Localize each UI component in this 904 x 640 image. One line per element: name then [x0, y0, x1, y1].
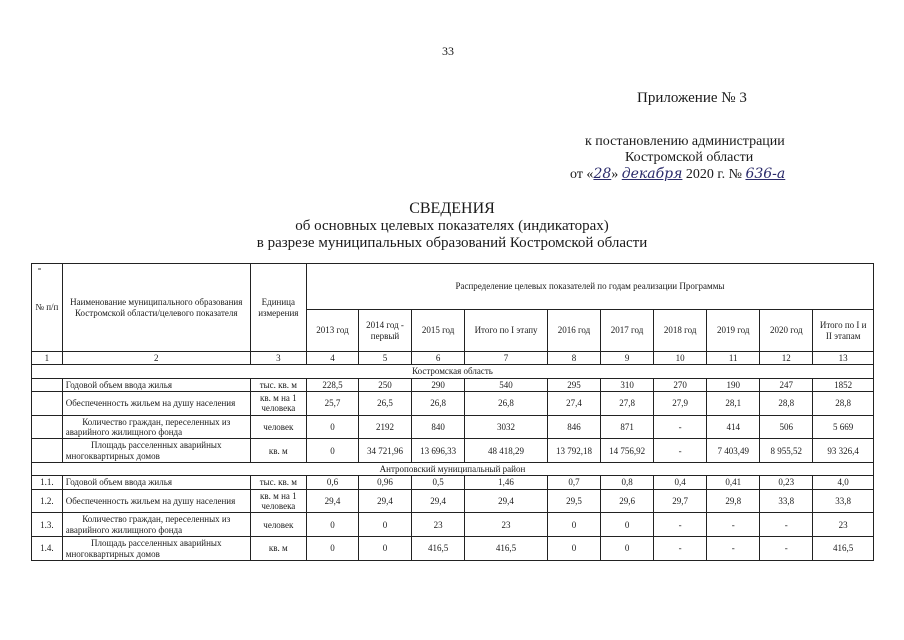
value-cell: 0,4 — [654, 476, 707, 489]
indicator-name: Площадь расселенных аварийных многоквартирных домов — [62, 537, 250, 561]
value-cell: 295 — [547, 378, 600, 391]
value-cell: - — [654, 415, 707, 439]
value-cell: 27,8 — [601, 392, 654, 416]
section-title: Костромская область — [32, 365, 874, 378]
page-number: 33 — [442, 44, 454, 58]
header-row-1 — [32, 264, 874, 310]
value-cell: 2192 — [358, 415, 411, 439]
value-cell: 0,7 — [547, 476, 600, 489]
value-cell: 29,7 — [654, 489, 707, 513]
row-number: 1.1. — [32, 476, 63, 489]
indicators-table — [31, 263, 874, 561]
document-subtitle-2: в разрезе муниципальных образований Костромской области — [256, 235, 648, 251]
column-number: 9 — [601, 352, 654, 365]
value-cell: 1,46 — [465, 476, 548, 489]
decree-date-line — [570, 166, 785, 183]
header-year: 2020 год — [760, 310, 813, 352]
value-cell: 23 — [465, 513, 548, 537]
table-row — [32, 537, 874, 561]
value-cell: 5 669 — [813, 415, 874, 439]
value-cell: 26,8 — [412, 392, 465, 416]
header-year: 2017 год — [601, 310, 654, 352]
value-cell: 29,8 — [707, 489, 760, 513]
value-cell: 29,4 — [306, 489, 358, 513]
value-cell: 34 721,96 — [358, 439, 411, 463]
column-number: 1 — [32, 352, 63, 365]
date-day: 28 — [593, 166, 612, 182]
value-cell: 0,41 — [707, 476, 760, 489]
column-number: 7 — [465, 352, 548, 365]
value-cell: 0,5 — [412, 476, 465, 489]
row-number — [32, 378, 63, 391]
document-subtitle-1: об основных целевых показателях (индикаторах) — [295, 218, 609, 234]
value-cell: 871 — [601, 415, 654, 439]
value-cell: 290 — [412, 378, 465, 391]
value-cell: 26,5 — [358, 392, 411, 416]
section-title: Антроповский муниципальный район — [32, 463, 874, 476]
value-cell: - — [760, 537, 813, 561]
row-number: 1.4. — [32, 537, 63, 561]
column-number: 12 — [760, 352, 813, 365]
column-number: 10 — [654, 352, 707, 365]
value-cell: 3032 — [465, 415, 548, 439]
decree-number: 636-а — [745, 166, 786, 182]
indicator-name: Количество граждан, переселенных из аварийного жилищного фонда — [62, 415, 250, 439]
document-title: СВЕДЕНИЯ — [409, 200, 495, 217]
value-cell: 27,4 — [547, 392, 600, 416]
header-unit: Единица измерения — [250, 264, 306, 352]
value-cell: 0 — [601, 537, 654, 561]
header-year: 2016 год — [547, 310, 600, 352]
value-cell: - — [760, 513, 813, 537]
table-row — [32, 378, 874, 391]
row-number — [32, 415, 63, 439]
value-cell: 270 — [654, 378, 707, 391]
column-number: 4 — [306, 352, 358, 365]
value-cell: 0 — [547, 537, 600, 561]
value-cell: 1852 — [813, 378, 874, 391]
unit-cell: кв. м на 1 человека — [250, 392, 306, 416]
table-row — [32, 415, 874, 439]
value-cell: 416,5 — [813, 537, 874, 561]
value-cell: 0 — [358, 537, 411, 561]
date-year: 2020 г. № — [685, 167, 742, 182]
value-cell: 0,23 — [760, 476, 813, 489]
value-cell: 840 — [412, 415, 465, 439]
value-cell: 250 — [358, 378, 411, 391]
value-cell: 247 — [760, 378, 813, 391]
value-cell: - — [707, 513, 760, 537]
value-cell: 7 403,49 — [707, 439, 760, 463]
value-cell: 190 — [707, 378, 760, 391]
value-cell: 13 696,33 — [412, 439, 465, 463]
date-mid: » — [611, 167, 619, 182]
header-year: 2014 год - первый — [358, 310, 411, 352]
value-cell: 0,8 — [601, 476, 654, 489]
value-cell: 4,0 — [813, 476, 874, 489]
value-cell: 0,96 — [358, 476, 411, 489]
section-row — [32, 365, 874, 378]
row-number: 1.3. — [32, 513, 63, 537]
decree-line-2: Костромской области — [625, 150, 754, 165]
unit-cell: тыс. кв. м — [250, 476, 306, 489]
unit-cell: человек — [250, 513, 306, 537]
value-cell: 29,4 — [358, 489, 411, 513]
column-number: 8 — [547, 352, 600, 365]
value-cell: 28,1 — [707, 392, 760, 416]
indicator-name: Годовой объем ввода жилья — [62, 378, 250, 391]
value-cell: 29,6 — [601, 489, 654, 513]
date-month: декабря — [621, 166, 683, 182]
column-number-row — [32, 352, 874, 365]
value-cell: 23 — [813, 513, 874, 537]
value-cell: 28,8 — [813, 392, 874, 416]
column-number: 3 — [250, 352, 306, 365]
header-no: № п/п — [32, 264, 63, 352]
table-row — [32, 439, 874, 463]
value-cell: 414 — [707, 415, 760, 439]
value-cell: 13 792,18 — [547, 439, 600, 463]
row-number — [32, 439, 63, 463]
value-cell: 29,4 — [465, 489, 548, 513]
decree-line-1: к постановлению администрации — [585, 134, 785, 149]
table-row — [32, 513, 874, 537]
unit-cell: кв. м — [250, 439, 306, 463]
value-cell: 540 — [465, 378, 548, 391]
value-cell: 0 — [601, 513, 654, 537]
value-cell: 27,9 — [654, 392, 707, 416]
row-number: 1.2. — [32, 489, 63, 513]
column-number: 2 — [62, 352, 250, 365]
value-cell: - — [654, 513, 707, 537]
value-cell: 28,8 — [760, 392, 813, 416]
header-year: 2013 год — [306, 310, 358, 352]
header-year: 2018 год — [654, 310, 707, 352]
header-year: Итого по I этапу — [465, 310, 548, 352]
column-number: 13 — [813, 352, 874, 365]
value-cell: 93 326,4 — [813, 439, 874, 463]
header-year: 2019 год — [707, 310, 760, 352]
value-cell: 0 — [306, 537, 358, 561]
value-cell: 48 418,29 — [465, 439, 548, 463]
value-cell: 416,5 — [412, 537, 465, 561]
value-cell: 23 — [412, 513, 465, 537]
value-cell: 33,8 — [813, 489, 874, 513]
value-cell: 228,5 — [306, 378, 358, 391]
value-cell: 25,7 — [306, 392, 358, 416]
column-number: 11 — [707, 352, 760, 365]
value-cell: - — [707, 537, 760, 561]
value-cell: 33,8 — [760, 489, 813, 513]
appendix-title: Приложение № 3 — [637, 90, 747, 106]
column-number: 6 — [412, 352, 465, 365]
value-cell: 8 955,52 — [760, 439, 813, 463]
indicator-name: Годовой объем ввода жилья — [62, 476, 250, 489]
indicator-name: Количество граждан, переселенных из аварийного жилищного фонда — [62, 513, 250, 537]
section-row — [32, 463, 874, 476]
value-cell: 0 — [306, 439, 358, 463]
unit-cell: кв. м на 1 человека — [250, 489, 306, 513]
value-cell: - — [654, 537, 707, 561]
column-number: 5 — [358, 352, 411, 365]
value-cell: 416,5 — [465, 537, 548, 561]
value-cell: 0 — [547, 513, 600, 537]
indicator-name: Обеспеченность жильем на душу населения — [62, 392, 250, 416]
header-distribution: Распределение целевых показателей по годам реализации Программы — [306, 264, 873, 310]
table-row — [32, 392, 874, 416]
value-cell: 0 — [358, 513, 411, 537]
header-year: 2015 год — [412, 310, 465, 352]
value-cell: 14 756,92 — [601, 439, 654, 463]
header-name: Наименование муниципального образования Костромской области/целевого показателя — [62, 264, 250, 352]
value-cell: 846 — [547, 415, 600, 439]
value-cell: 26,8 — [465, 392, 548, 416]
value-cell: 310 — [601, 378, 654, 391]
value-cell: 506 — [760, 415, 813, 439]
row-number — [32, 392, 63, 416]
value-cell: - — [654, 439, 707, 463]
indicator-name: Площадь расселенных аварийных многоквартирных домов — [62, 439, 250, 463]
table-row — [32, 489, 874, 513]
value-cell: 29,5 — [547, 489, 600, 513]
value-cell: 29,4 — [412, 489, 465, 513]
table-row — [32, 476, 874, 489]
indicator-name: Обеспеченность жильем на душу населения — [62, 489, 250, 513]
date-prefix: от « — [570, 167, 594, 182]
unit-cell: кв. м — [250, 537, 306, 561]
value-cell: 0 — [306, 415, 358, 439]
header-year: Итого по I и II этапам — [813, 310, 874, 352]
unit-cell: человек — [250, 415, 306, 439]
value-cell: 0,6 — [306, 476, 358, 489]
unit-cell: тыс. кв. м — [250, 378, 306, 391]
value-cell: 0 — [306, 513, 358, 537]
